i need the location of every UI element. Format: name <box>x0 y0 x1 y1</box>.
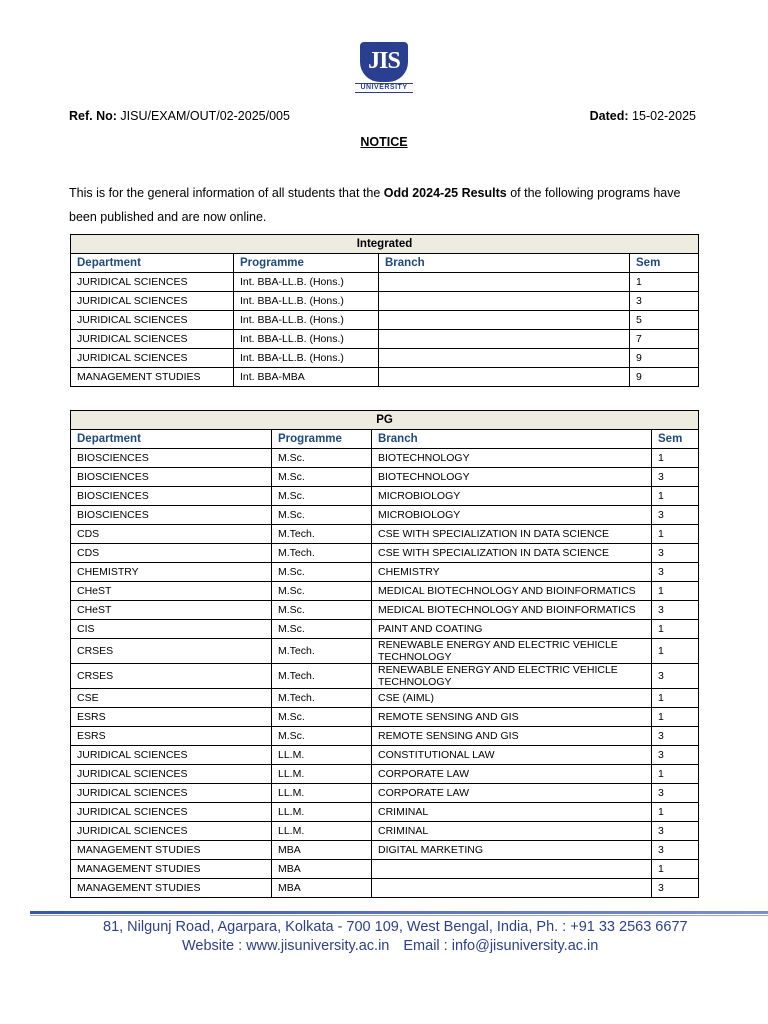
table-cell: Int. BBA-MBA <box>234 368 379 387</box>
table-cell: 1 <box>630 273 699 292</box>
table-cell: MANAGEMENT STUDIES <box>71 368 234 387</box>
table-cell: 3 <box>652 664 699 689</box>
table-cell: JURIDICAL SCIENCES <box>71 803 272 822</box>
table-cell: 3 <box>652 601 699 620</box>
table-cell: 1 <box>652 525 699 544</box>
dated-label: Dated: <box>589 109 629 123</box>
table-cell: M.Sc. <box>272 727 372 746</box>
table-cell: MBA <box>272 879 372 898</box>
table-cell: 3 <box>652 822 699 841</box>
reference-number <box>69 109 290 123</box>
table-cell <box>379 368 630 387</box>
table-cell: JURIDICAL SCIENCES <box>71 765 272 784</box>
table-cell: 3 <box>652 506 699 525</box>
table-cell: REMOTE SENSING AND GIS <box>372 727 652 746</box>
table-cell: CRIMINAL <box>372 803 652 822</box>
table-cell: 1 <box>652 860 699 879</box>
table-cell: 1 <box>652 449 699 468</box>
table-caption: Integrated <box>71 235 699 254</box>
table-cell: M.Tech. <box>272 544 372 563</box>
table-cell: CORPORATE LAW <box>372 784 652 803</box>
table-row <box>71 860 699 879</box>
body-pre: This is for the general information of all students that the <box>69 186 384 200</box>
table-cell <box>379 349 630 368</box>
table-cell <box>379 292 630 311</box>
notice-date <box>590 109 696 123</box>
table-cell: BIOSCIENCES <box>71 487 272 506</box>
table-row <box>71 841 699 860</box>
notice-title-text: NOTICE <box>360 135 408 149</box>
table-cell: BIOSCIENCES <box>71 468 272 487</box>
table-row <box>71 727 699 746</box>
table-row <box>71 822 699 841</box>
table-cell: CHEMISTRY <box>372 563 652 582</box>
footer-divider-thin <box>30 915 768 916</box>
table-cell: CRIMINAL <box>372 822 652 841</box>
table-cell <box>379 311 630 330</box>
table-cell: CDS <box>71 525 272 544</box>
table-cell: M.Sc. <box>272 601 372 620</box>
table-cell: 3 <box>652 563 699 582</box>
table-cell: 1 <box>652 582 699 601</box>
body-post: of the following programs have been published and are now online. <box>69 186 681 224</box>
ref-value: JISU/EXAM/OUT/02-2025/005 <box>120 109 290 123</box>
table-row <box>71 544 699 563</box>
table-cell: JURIDICAL SCIENCES <box>71 349 234 368</box>
table-cell: Int. BBA-LL.B. (Hons.) <box>234 273 379 292</box>
table-row <box>71 784 699 803</box>
table-cell: BIOSCIENCES <box>71 449 272 468</box>
table-cell <box>372 860 652 879</box>
table-cell: CSE WITH SPECIALIZATION IN DATA SCIENCE <box>372 525 652 544</box>
table-row <box>71 330 699 349</box>
table-row <box>71 879 699 898</box>
table-cell: LL.M. <box>272 803 372 822</box>
table-cell: M.Sc. <box>272 449 372 468</box>
table-cell: LL.M. <box>272 746 372 765</box>
table-row <box>71 273 699 292</box>
table-row <box>71 525 699 544</box>
table-cell: M.Tech. <box>272 525 372 544</box>
table-cell: CSE (AIML) <box>372 689 652 708</box>
table-cell: 9 <box>630 368 699 387</box>
table-cell: Int. BBA-LL.B. (Hons.) <box>234 292 379 311</box>
table-row <box>71 506 699 525</box>
table-cell: M.Sc. <box>272 506 372 525</box>
table-cell: 3 <box>652 727 699 746</box>
table-header-row <box>71 254 699 273</box>
table-cell: 1 <box>652 639 699 664</box>
logo-shield-icon: JIS <box>360 42 408 82</box>
table-row <box>71 582 699 601</box>
table-cell: 3 <box>652 841 699 860</box>
table-cell: DIGITAL MARKETING <box>372 841 652 860</box>
table-row <box>71 468 699 487</box>
dated-value: 15-02-2025 <box>632 109 696 123</box>
table-cell: JURIDICAL SCIENCES <box>71 330 234 349</box>
table-row <box>71 708 699 727</box>
table-cell: 3 <box>630 292 699 311</box>
table-cell: REMOTE SENSING AND GIS <box>372 708 652 727</box>
pg-results-table <box>70 410 699 898</box>
table-row <box>71 620 699 639</box>
table-cell: JURIDICAL SCIENCES <box>71 746 272 765</box>
table-cell: CRSES <box>71 664 272 689</box>
footer-email[interactable]: Email : info@jisuniversity.ac.in <box>403 938 599 954</box>
table-cell: CHEMISTRY <box>71 563 272 582</box>
table-cell: BIOTECHNOLOGY <box>372 449 652 468</box>
table-cell: MEDICAL BIOTECHNOLOGY AND BIOINFORMATICS <box>372 582 652 601</box>
table-cell: 1 <box>652 689 699 708</box>
table-cell: 1 <box>652 620 699 639</box>
footer-contact <box>182 938 598 954</box>
column-header: Programme <box>272 430 372 449</box>
table-cell: 5 <box>630 311 699 330</box>
table-cell: M.Sc. <box>272 582 372 601</box>
table-row <box>71 449 699 468</box>
table-row <box>71 563 699 582</box>
column-header: Branch <box>379 254 630 273</box>
table-row <box>71 349 699 368</box>
table-cell <box>379 273 630 292</box>
table-cell: MANAGEMENT STUDIES <box>71 879 272 898</box>
column-header: Department <box>71 254 234 273</box>
table-cell: PAINT AND COATING <box>372 620 652 639</box>
body-bold: Odd 2024-25 Results <box>383 186 507 200</box>
table-cell: 3 <box>652 784 699 803</box>
notice-title <box>0 135 768 149</box>
column-header: Department <box>71 430 272 449</box>
table-cell: MANAGEMENT STUDIES <box>71 841 272 860</box>
column-header: Branch <box>372 430 652 449</box>
table-cell: M.Sc. <box>272 563 372 582</box>
table-cell: M.Tech. <box>272 689 372 708</box>
table-row <box>71 311 699 330</box>
table-cell: MEDICAL BIOTECHNOLOGY AND BIOINFORMATICS <box>372 601 652 620</box>
footer-address: 81, Nilgunj Road, Agarpara, Kolkata - 700 109, West Bengal, India, Ph. : +91 33 2563 6677 <box>103 919 688 935</box>
table-cell: CSE <box>71 689 272 708</box>
table-cell: MICROBIOLOGY <box>372 506 652 525</box>
table-cell: RENEWABLE ENERGY AND ELECTRIC VEHICLE TECHNOLOGY <box>372 639 652 664</box>
table-cell: M.Sc. <box>272 620 372 639</box>
table-cell: 1 <box>652 803 699 822</box>
table-cell: 1 <box>652 487 699 506</box>
university-logo <box>355 42 413 94</box>
table-cell: CORPORATE LAW <box>372 765 652 784</box>
column-header: Sem <box>630 254 699 273</box>
table-cell: 3 <box>652 468 699 487</box>
table-cell <box>379 330 630 349</box>
table-cell: LL.M. <box>272 784 372 803</box>
footer-website[interactable]: Website : www.jisuniversity.ac.in <box>182 938 390 954</box>
column-header: Programme <box>234 254 379 273</box>
table-cell: CRSES <box>71 639 272 664</box>
table-cell: LL.M. <box>272 822 372 841</box>
table-cell: CIS <box>71 620 272 639</box>
table-cell: ESRS <box>71 727 272 746</box>
table-caption: PG <box>71 411 699 430</box>
table-row <box>71 639 699 664</box>
logo-subtitle: UNIVERSITY <box>355 83 413 93</box>
table-row <box>71 292 699 311</box>
integrated-results-table <box>70 234 699 387</box>
table-cell: 3 <box>652 746 699 765</box>
table-row <box>71 487 699 506</box>
table-cell: CHeST <box>71 601 272 620</box>
table-cell: M.Sc. <box>272 468 372 487</box>
column-header: Sem <box>652 430 699 449</box>
table-cell: CDS <box>71 544 272 563</box>
table-cell: M.Tech. <box>272 639 372 664</box>
table-row <box>71 765 699 784</box>
table-cell: 3 <box>652 879 699 898</box>
table-cell: JURIDICAL SCIENCES <box>71 784 272 803</box>
table-cell: 3 <box>652 544 699 563</box>
table-cell <box>372 879 652 898</box>
table-cell: BIOSCIENCES <box>71 506 272 525</box>
table-cell: BIOTECHNOLOGY <box>372 468 652 487</box>
table-cell: JURIDICAL SCIENCES <box>71 311 234 330</box>
table-cell: M.Sc. <box>272 708 372 727</box>
table-row <box>71 689 699 708</box>
table-cell: 1 <box>652 765 699 784</box>
table-cell: 1 <box>652 708 699 727</box>
table-row <box>71 368 699 387</box>
footer-divider <box>30 911 768 914</box>
table-cell: CONSTITUTIONAL LAW <box>372 746 652 765</box>
table-cell: MICROBIOLOGY <box>372 487 652 506</box>
table-cell: Int. BBA-LL.B. (Hons.) <box>234 349 379 368</box>
table-cell: M.Tech. <box>272 664 372 689</box>
table-header-row <box>71 430 699 449</box>
table-row <box>71 746 699 765</box>
table-cell: Int. BBA-LL.B. (Hons.) <box>234 311 379 330</box>
table-cell: Int. BBA-LL.B. (Hons.) <box>234 330 379 349</box>
table-cell: MANAGEMENT STUDIES <box>71 860 272 879</box>
table-row <box>71 601 699 620</box>
table-cell: 9 <box>630 349 699 368</box>
table-row <box>71 664 699 689</box>
table-cell: CHeST <box>71 582 272 601</box>
notice-body <box>69 181 699 229</box>
table-cell: JURIDICAL SCIENCES <box>71 292 234 311</box>
table-cell: 7 <box>630 330 699 349</box>
table-cell: ESRS <box>71 708 272 727</box>
table-cell: JURIDICAL SCIENCES <box>71 273 234 292</box>
ref-label: Ref. No: <box>69 109 117 123</box>
table-cell: CSE WITH SPECIALIZATION IN DATA SCIENCE <box>372 544 652 563</box>
table-cell: JURIDICAL SCIENCES <box>71 822 272 841</box>
table-cell: MBA <box>272 841 372 860</box>
table-cell: MBA <box>272 860 372 879</box>
table-row <box>71 803 699 822</box>
table-cell: LL.M. <box>272 765 372 784</box>
table-cell: M.Sc. <box>272 487 372 506</box>
table-cell: RENEWABLE ENERGY AND ELECTRIC VEHICLE TECHNOLOGY <box>372 664 652 689</box>
